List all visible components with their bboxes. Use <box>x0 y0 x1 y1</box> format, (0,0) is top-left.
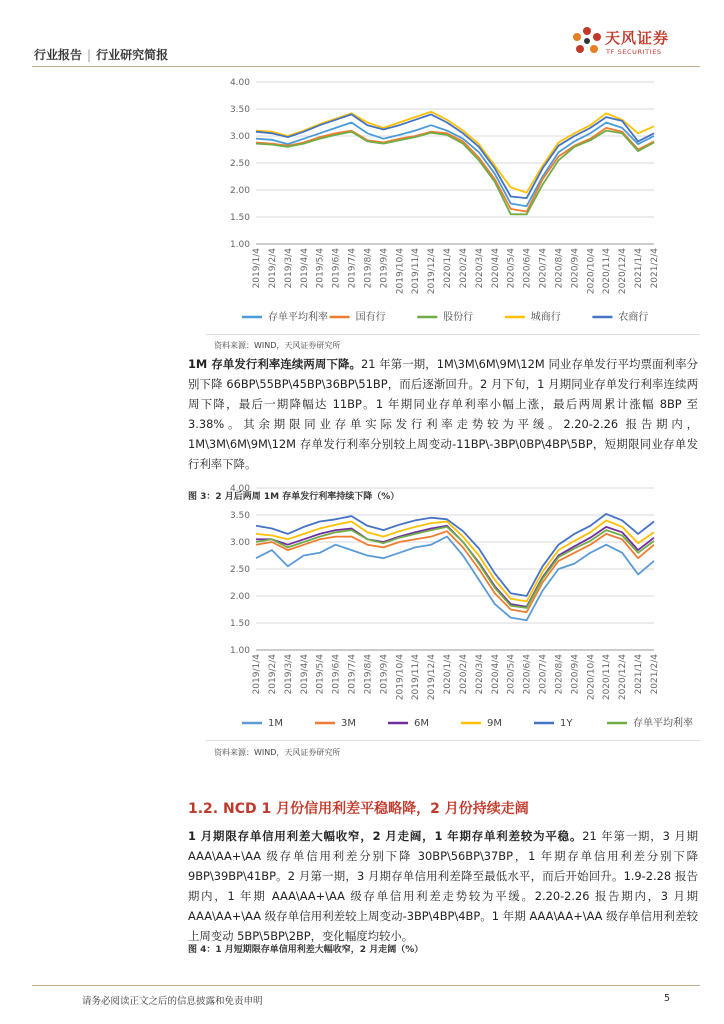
chart-legend <box>242 310 648 323</box>
x-tick-label: 2021/1/4 <box>634 654 645 695</box>
x-tick-label: 2020/9/4 <box>570 248 581 289</box>
x-tick-label: 2019/5/4 <box>315 654 326 695</box>
legend-label: 存单平均利率 <box>633 718 693 729</box>
chart-2 <box>206 480 700 742</box>
x-tick-label: 2020/10/4 <box>586 654 597 701</box>
y-tick-label: 2.00 <box>229 592 250 602</box>
x-tick-label: 2019/1/4 <box>252 248 262 289</box>
x-tick-label: 2019/7/4 <box>347 654 358 695</box>
logo-text-en: TF SECURITIES <box>606 48 662 56</box>
series-line <box>256 520 654 601</box>
legend-label: 1Y <box>560 718 573 729</box>
x-tick-label: 2020/2/4 <box>458 654 469 695</box>
y-tick-label: 1.00 <box>229 646 250 656</box>
legend-label: 城商行 <box>530 312 561 323</box>
y-tick-label: 1.50 <box>229 213 250 223</box>
chart-2-source: 资料来源：WIND，天风证券研究所 <box>214 748 341 757</box>
source-divider-2 <box>206 740 700 741</box>
logo-mark-icon <box>570 24 604 60</box>
x-tick-label: 2020/10/4 <box>586 248 597 295</box>
x-tick-label: 2021/2/4 <box>650 248 660 289</box>
page-number: 5 <box>664 993 671 1004</box>
y-tick-label: 4.00 <box>229 484 250 494</box>
series-line <box>256 537 654 621</box>
paragraph-2-body: 21 年第一期，3 月期 AAA\AA+\AA 级存单信用利差分别下降 30BP\56BP\37BP，1 年期存单信用利差分别下降 9BP\39BP\41BP。2 月第一期，3 月期存单信用利差降至最低水平，而后开始回升。1.9-2.28 报告期内，1 年期 AAA\AA+\AA 级存单信用利差走势较为平缓。2.20-2.26 报告期内，3 月期 AAA\AA+\AA 级存单信用利差较上周变动-3BP\4BP\4BP。1 年期 AAA\AA+\AA 级存单信用利差较上周变动 5BP\5BP\2BP，变化幅度均较小。 <box>188 829 698 943</box>
x-tick-label: 2019/2/4 <box>267 654 278 695</box>
chart-2-svg <box>206 480 700 742</box>
chart-1-svg <box>206 74 700 336</box>
x-tick-label: 2020/11/4 <box>602 654 613 701</box>
header-breadcrumb: 行业报告 | 行业研究简报 <box>34 48 169 62</box>
x-tick-label: 2019/9/4 <box>379 248 390 289</box>
x-tick-label: 2019/9/4 <box>379 654 390 695</box>
x-tick-label: 2019/8/4 <box>363 248 374 289</box>
x-tick-label: 2020/4/4 <box>490 654 501 695</box>
x-tick-label: 2020/1/4 <box>443 247 454 289</box>
x-tick-label: 2020/5/4 <box>506 248 517 289</box>
x-tick-label: 2020/1/4 <box>443 654 454 695</box>
y-tick-label: 3.50 <box>229 511 250 521</box>
x-tick-label: 2021/2/4 <box>650 654 660 695</box>
x-tick-label: 2019/6/4 <box>331 654 342 695</box>
x-tick-label: 2020/8/4 <box>554 654 565 695</box>
figure-4-title: 图 4：1 月短期限存单信用利差大幅收窄，2 月走阔（%） <box>188 945 424 955</box>
x-tick-label: 2019/5/4 <box>315 248 326 289</box>
legend-label: 1M <box>268 718 283 729</box>
legend-label: 股份行 <box>443 312 474 323</box>
x-tick-label: 2019/10/4 <box>395 248 406 295</box>
y-tick-label: 2.50 <box>229 159 250 169</box>
legend-label: 9M <box>487 718 502 729</box>
chart-1 <box>206 74 700 336</box>
header-divider <box>32 66 700 67</box>
paragraph-1-lead: 1M 存单发行利率连续两周下降。 <box>188 357 361 371</box>
x-tick-label: 2019/8/4 <box>363 654 374 695</box>
x-tick-label: 2019/12/4 <box>427 654 438 701</box>
y-tick-label: 3.00 <box>229 132 250 142</box>
x-tick-label: 2019/2/4 <box>267 248 278 289</box>
source-divider-1 <box>206 334 700 335</box>
x-tick-label: 2019/11/4 <box>411 654 422 701</box>
report-type: 行业报告 <box>34 48 83 62</box>
x-tick-label: 2020/4/4 <box>490 248 501 289</box>
y-tick-label: 3.50 <box>229 105 250 115</box>
y-tick-label: 2.00 <box>229 186 250 196</box>
x-tick-label: 2020/8/4 <box>554 248 565 289</box>
series-line <box>256 514 654 596</box>
x-tick-label: 2020/6/4 <box>522 248 533 289</box>
x-tick-label: 2019/6/4 <box>331 248 342 289</box>
y-tick-label: 1.50 <box>229 619 250 629</box>
paragraph-2-lead: 1 月期限存单信用利差大幅收窄，2 月走阔，1 年期存单利差较为平稳。 <box>188 829 583 843</box>
section-title: 1.2. NCD 1 月份信用利差平稳略降，2 月份持续走阔 <box>188 801 529 817</box>
legend-label: 农商行 <box>618 312 649 323</box>
report-subtype: 行业研究简报 <box>96 48 169 62</box>
x-tick-label: 2020/7/4 <box>538 248 549 289</box>
legend-label: 存单平均利率 <box>268 312 328 323</box>
footer-divider <box>32 985 700 986</box>
x-tick-label: 2020/2/4 <box>458 248 469 289</box>
paragraph-1 <box>188 354 698 474</box>
y-tick-label: 2.50 <box>229 565 250 575</box>
legend-label: 6M <box>414 718 429 729</box>
logo-text: 天风证券 <box>605 29 670 47</box>
chart-legend <box>242 716 693 729</box>
x-tick-label: 2020/3/4 <box>474 654 485 695</box>
x-tick-label: 2020/12/4 <box>618 248 629 295</box>
x-tick-label: 2020/6/4 <box>522 654 533 695</box>
x-tick-label: 2020/12/4 <box>618 654 629 701</box>
legend-label: 国有行 <box>355 312 386 323</box>
series-line <box>256 112 654 193</box>
y-tick-label: 3.00 <box>229 538 250 548</box>
x-tick-label: 2019/3/4 <box>283 248 294 289</box>
y-tick-label: 1.00 <box>229 240 250 250</box>
footer-disclaimer: 请务必阅读正文之后的信息披露和免责申明 <box>82 996 263 1007</box>
x-tick-label: 2021/1/4 <box>634 248 645 289</box>
paragraph-2 <box>188 826 698 946</box>
x-tick-label: 2019/1/4 <box>252 654 262 695</box>
x-tick-label: 2019/4/4 <box>299 248 310 289</box>
x-tick-label: 2019/4/4 <box>299 654 310 695</box>
x-tick-label: 2020/9/4 <box>570 654 581 695</box>
paragraph-1-body: 21 年第一期，1M\3M\6M\9M\12M 同业存单发行平均票面利率分别下降 66BP\55BP\45BP\36BP\51BP，而后逐渐回升。2 月下旬，1 月期同业存单发行利率连续两周下降，最后一期降幅达 11BP。1 年期同业存单利率小幅上涨，最后两周累计涨幅 8BP 至 3.38%。其余期限同业存单实际发行利率走势较为平缓。2.20-2.26 报告期内，1M\3M\6M\9M\12M 存单发行利率分别较上周变动-11BP\-3BP\0BP\4BP\5BP，短期限同业存单发行利率下降。 <box>188 357 698 471</box>
series-line <box>256 114 654 198</box>
x-tick-label: 2020/3/4 <box>474 248 485 289</box>
x-tick-label: 2020/5/4 <box>506 654 517 695</box>
x-tick-label: 2019/10/4 <box>395 654 406 701</box>
chart-1-source: 资料来源：WIND，天风证券研究所 <box>214 341 341 350</box>
series-line <box>256 131 654 215</box>
x-tick-label: 2020/11/4 <box>602 248 613 295</box>
legend-label: 3M <box>341 718 356 729</box>
x-tick-label: 2019/3/4 <box>283 654 294 695</box>
x-tick-label: 2019/12/4 <box>427 248 438 295</box>
x-tick-label: 2019/7/4 <box>347 248 358 289</box>
y-tick-label: 4.00 <box>229 78 250 88</box>
x-tick-label: 2020/7/4 <box>538 654 549 695</box>
series-line <box>256 531 654 612</box>
x-tick-label: 2019/11/4 <box>411 248 422 295</box>
figure-3-title: 图 3：2 月后两周 1M 存单发行利率持续下降（%） <box>188 492 400 502</box>
